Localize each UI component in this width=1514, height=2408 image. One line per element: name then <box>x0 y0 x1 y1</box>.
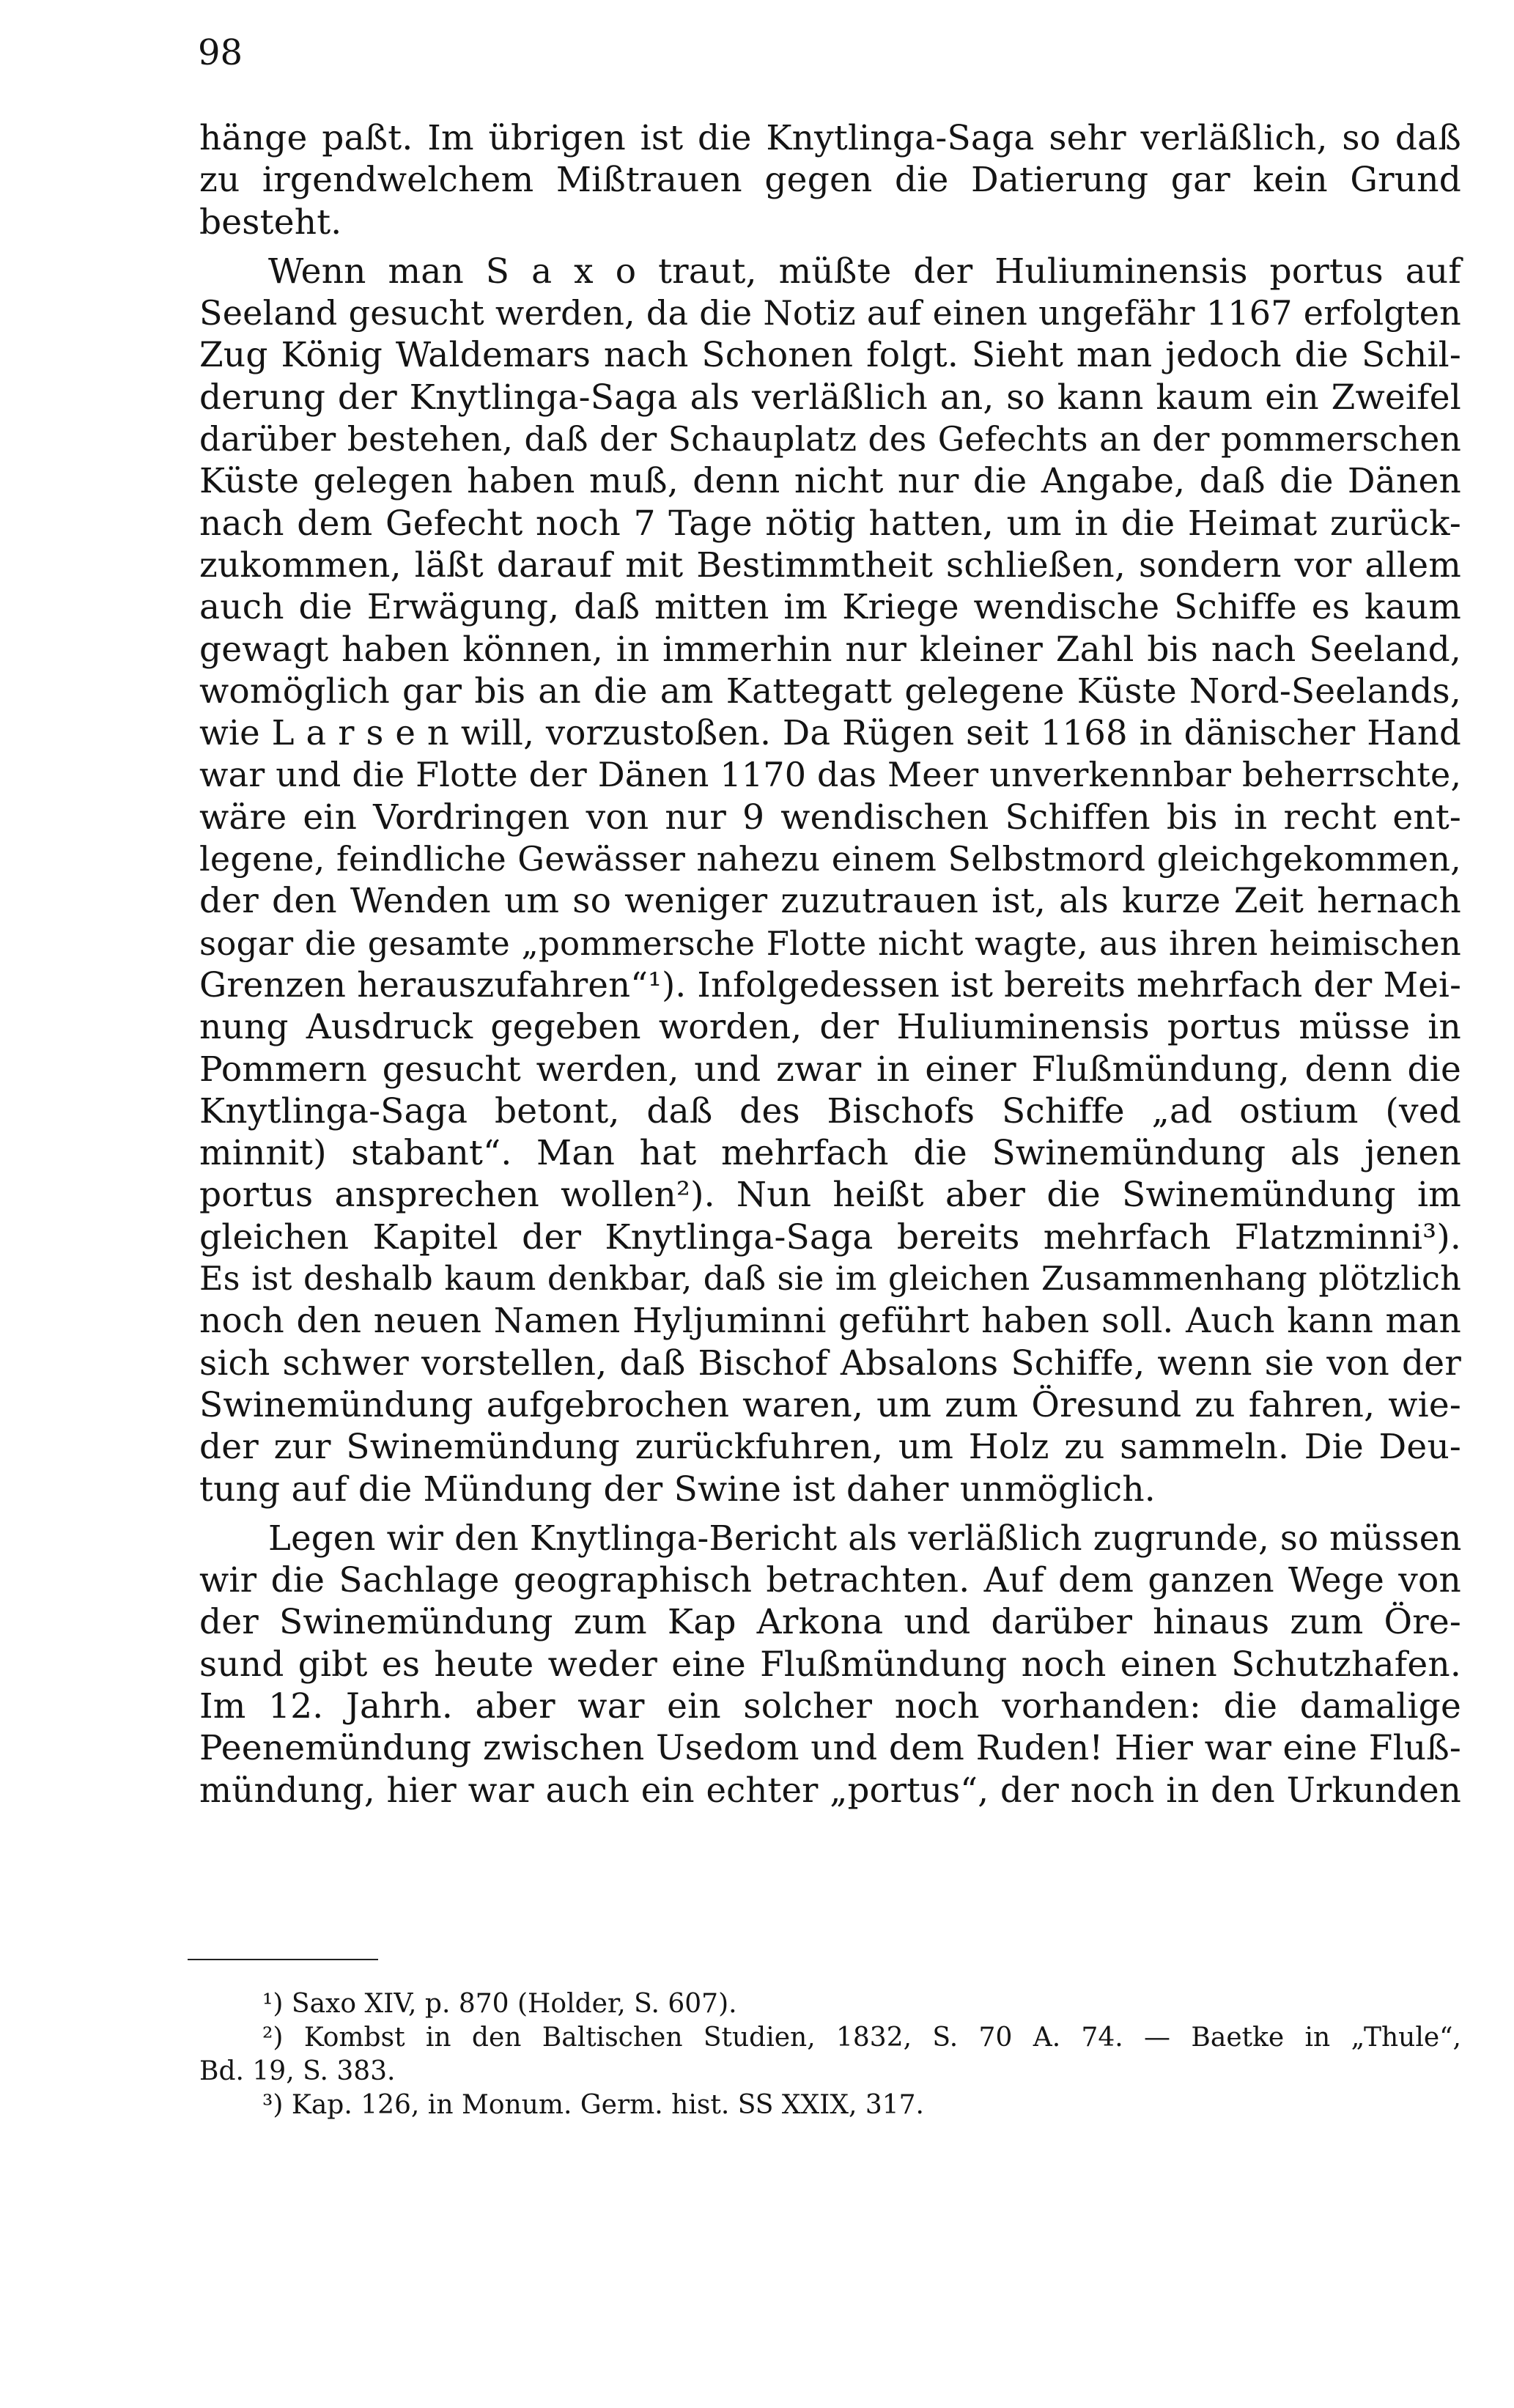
text-line: zukommen, läßt darauf mit Bestimmtheit schließen, sondern vor allem <box>199 544 1461 586</box>
text-line: der zur Swinemündung zurückfuhren, um Holz zu sammeln. Die Deu- <box>199 1427 1461 1468</box>
text-line: Knytlinga-Saga betont, daß des Bischofs Schiffe „ad ostium (ved <box>199 1090 1461 1131</box>
footnotes <box>199 1987 1461 2122</box>
text-line: besteht. <box>199 202 342 243</box>
footnote-2: ²) Kombst in den Baltischen Studien, 1832, S. 70 A. 74. — Baetke in „Thule“, <box>262 2023 1461 2053</box>
text-line: war und die Flotte der Dänen 1170 das Meer unverkennbar beherrschte, <box>199 755 1462 795</box>
text-line: Seeland gesucht werden, da die Notiz auf einen ungefähr 1167 erfolgten <box>199 293 1461 333</box>
paragraph-2 <box>199 251 1461 1510</box>
paragraph-1 <box>199 117 1461 243</box>
footnote-1: ¹) Saxo XIV, p. 870 (Holder, S. 607). <box>262 1989 737 2019</box>
text-line: sich schwer vorstellen, daß Bischof Absalons Schiffe, wenn sie von der <box>199 1343 1461 1384</box>
text-line: Pommern gesucht werden, und zwar in einer Flußmündung, denn die <box>199 1049 1461 1090</box>
text-line: gleichen Kapitel der Knytlinga-Saga bereits mehrfach Flatzminni³). <box>199 1216 1461 1257</box>
footnote-divider <box>188 1959 378 1960</box>
text-line: zu irgendwelchem Mißtrauen gegen die Datierung gar kein Grund <box>199 160 1461 201</box>
paragraph-3 <box>199 1518 1461 1811</box>
text-line: wäre ein Vordringen von nur 9 wendischen Schiffen bis in recht ent- <box>199 797 1461 838</box>
text-line: nach dem Gefecht noch 7 Tage nötig hatten, um in die Heimat zurück- <box>199 503 1461 544</box>
text-line: portus ansprechen wollen²). Nun heißt aber die Swinemündung im <box>199 1175 1461 1216</box>
text-line: hänge paßt. Im übrigen ist die Knytlinga-Saga sehr verläßlich, so daß <box>199 118 1461 158</box>
text-line: der Swinemündung zum Kap Arkona und darüber hinaus zum Öre- <box>199 1602 1461 1643</box>
text-line: Legen wir den Knytlinga-Bericht als verläßlich zugrunde, so müssen <box>268 1518 1462 1558</box>
text-line: Swinemündung aufgebrochen waren, um zum Öresund zu fahren, wie- <box>199 1384 1461 1425</box>
text-line: sund gibt es heute weder eine Flußmündung noch einen Schutzhafen. <box>199 1644 1461 1685</box>
text-line: noch den neuen Namen Hyljuminni geführt haben soll. Auch kann man <box>199 1301 1461 1342</box>
text-line: tung auf die Mündung der Swine ist daher unmöglich. <box>199 1469 1156 1510</box>
text-line: minnit) stabant“. Man hat mehrfach die Swinemündung als jenen <box>199 1133 1461 1174</box>
footnote-3: ³) Kap. 126, in Monum. Germ. hist. SS XXIX, 317. <box>262 2090 924 2120</box>
text-line: womöglich gar bis an die am Kattegatt gelegene Küste Nord-Seelands, <box>199 671 1461 712</box>
text-line: Wenn man S a x o traut, müßte der Huliuminensis portus auf <box>268 251 1461 292</box>
body-text <box>199 117 1461 1811</box>
text-line: Grenzen herauszufahren“¹). Infolgedessen ist bereits mehrfach der Mei- <box>199 964 1461 1005</box>
text-line: wir die Sachlage geographisch betrachten. Auf dem ganzen Wege von <box>199 1560 1461 1601</box>
text-line: legene, feindliche Gewässer nahezu einem Selbstmord gleichgekommen, <box>199 839 1461 879</box>
text-line: darüber bestehen, daß der Schauplatz des Gefechts an der pommerschen <box>199 420 1461 459</box>
text-line: wie L a r s e n will, vorzustoßen. Da Rügen seit 1168 in dänischer Hand <box>199 713 1461 753</box>
text-line: Zug König Waldemars nach Schonen folgt. Sieht man jedoch die Schil- <box>199 335 1461 376</box>
footnote-2-continuation: Bd. 19, S. 383. <box>199 2056 396 2086</box>
text-line: auch die Erwägung, daß mitten im Kriege wendische Schiffe es kaum <box>199 587 1461 628</box>
page-number: 98 <box>198 32 243 73</box>
text-line: Küste gelegen haben muß, denn nicht nur die Angabe, daß die Dänen <box>199 461 1461 502</box>
text-line: Peenemündung zwischen Usedom und dem Ruden! Hier war eine Fluß- <box>199 1728 1461 1769</box>
text-line: sogar die gesamte „pommersche Flotte nicht wagte, aus ihren heimischen <box>199 923 1461 963</box>
text-line: derung der Knytlinga-Saga als verläßlich an, so kann kaum ein Zweifel <box>199 377 1461 418</box>
text-line: nung Ausdruck gegeben worden, der Huliuminensis portus müsse in <box>199 1007 1461 1048</box>
text-line: gewagt haben können, in immerhin nur kleiner Zahl bis nach Seeland, <box>199 629 1461 670</box>
text-line: Es ist deshalb kaum denkbar, daß sie im gleichen Zusammenhang plötzlich <box>199 1260 1461 1299</box>
text-line: der den Wenden um so weniger zuzutrauen ist, als kurze Zeit hernach <box>199 881 1461 922</box>
text-line: Im 12. Jahrh. aber war ein solcher noch vorhanden: die damalige <box>199 1685 1461 1726</box>
text-line: mündung, hier war auch ein echter „portus“, der noch in den Urkunden <box>199 1770 1461 1810</box>
